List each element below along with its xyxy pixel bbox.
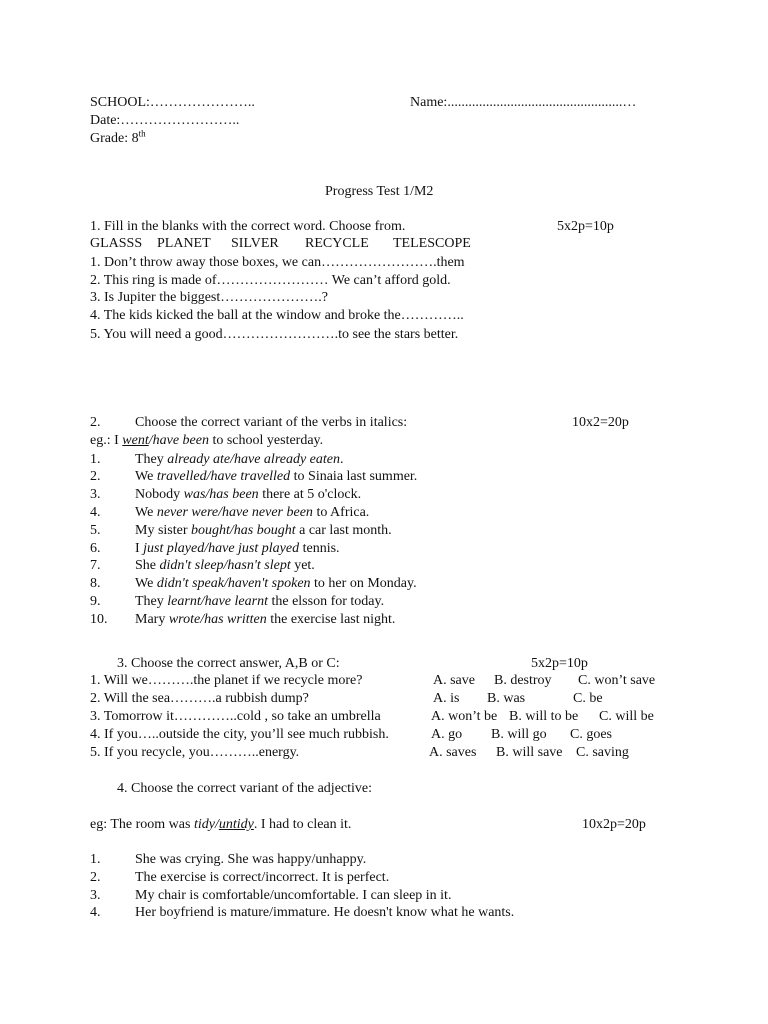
- ex2-item: [135, 505, 369, 521]
- ex3-option-c: C. saving: [576, 745, 629, 760]
- ex1-item-2: 2. This ring is made of…………………… We can’t afford gold.: [90, 273, 451, 288]
- ex4-item: Her boyfriend is mature/immature. He doesn't know what he wants.: [135, 905, 515, 920]
- ex2-item-pre: Nobody: [135, 487, 184, 502]
- ex2-item-number: 10.: [90, 612, 108, 627]
- ex4-instruction: 4. Choose the correct variant of the adjective:: [117, 781, 373, 796]
- ex3-question: 4. If you…..outside the city, you’ll see much rubbish.: [90, 727, 389, 742]
- ex4-item-number: 3.: [90, 888, 101, 903]
- ex2-item: [135, 523, 392, 539]
- ex2-item-verbs: travelled/have travelled: [156, 469, 291, 484]
- page-title: Progress Test 1/M2: [325, 184, 434, 199]
- ex2-item-post: there at 5 o'clock.: [258, 487, 362, 502]
- ex2-item: [135, 541, 340, 557]
- ex2-item-post: .: [340, 452, 344, 467]
- ex4-item: My chair is comfortable/uncomfortable. I can sleep in it.: [135, 888, 452, 903]
- ex3-option-b: B. will go: [491, 727, 547, 742]
- ex2-item-pre: My sister: [135, 523, 191, 538]
- ex1-item-3: 3. Is Jupiter the biggest………………….?: [90, 290, 328, 305]
- ex4-points: 10x2p=20p: [582, 817, 646, 832]
- ex3-option-b: B. will save: [496, 745, 563, 760]
- ex2-item-pre: They: [135, 594, 168, 609]
- ex2-item-verbs: didn't speak/haven't spoken: [156, 576, 311, 591]
- ex2-item-verbs: wrote/has written: [168, 612, 267, 627]
- ex3-option-b: B. was: [487, 691, 526, 706]
- ex4-item: The exercise is correct/incorrect. It is perfect.: [135, 870, 390, 885]
- ex2-example-post: to school yesterday.: [208, 433, 324, 448]
- ex2-item-post: yet.: [290, 558, 315, 573]
- ex2-example-alt: /have been: [148, 433, 209, 448]
- ex3-option-a: A. go: [431, 727, 463, 742]
- ex1-item-4: 4. The kids kicked the ball at the window and broke the…………..: [90, 308, 464, 323]
- ex3-option-a: A. won’t be: [431, 709, 498, 724]
- ex3-question: 1. Will we……….the planet if we recycle more?: [90, 673, 363, 688]
- ex2-item-number: 3.: [90, 487, 101, 502]
- ex4-example-pre: eg: The room was: [90, 817, 194, 832]
- ex2-item-verbs: was/has been: [183, 487, 259, 502]
- ex2-item-pre: We: [135, 469, 157, 484]
- ex2-item: [135, 594, 384, 610]
- ex2-item-pre: We: [135, 576, 157, 591]
- ex2-item-pre: They: [135, 452, 168, 467]
- ex2-item-post: to her on Monday.: [310, 576, 417, 591]
- ex3-question: 5. If you recycle, you………..energy.: [90, 745, 300, 760]
- ex2-item-number: 8.: [90, 576, 101, 591]
- ex2-item-number: 9.: [90, 594, 101, 609]
- ex2-item-verbs: bought/has bought: [191, 523, 296, 538]
- ex2-item: [135, 487, 361, 503]
- ex4-example-alt: tidy/: [193, 817, 219, 832]
- ex2-item-number: 7.: [90, 558, 101, 573]
- ex2-number: 2.: [90, 415, 101, 430]
- grade-text: Grade: 8: [90, 131, 139, 146]
- ex2-item: [135, 558, 315, 574]
- ex3-points: 5x2p=10p: [531, 656, 588, 671]
- ex1-word-bank-1: GLASSS: [90, 236, 143, 251]
- ex2-item: [135, 576, 417, 592]
- ex3-option-c: C. will be: [599, 709, 654, 724]
- ex1-points: 5x2p=10p: [557, 219, 614, 234]
- grade-superscript: th: [138, 128, 146, 139]
- ex4-item: She was crying. She was happy/unhappy.: [135, 852, 367, 867]
- ex2-item-pre: She: [135, 558, 160, 573]
- ex2-item-post: the exercise last night.: [266, 612, 396, 627]
- ex3-option-a: A. is: [433, 691, 460, 706]
- ex2-item-verbs: never were/have never been: [156, 505, 313, 520]
- ex2-example: [90, 433, 323, 449]
- ex3-question: 2. Will the sea……….a rubbish dump?: [90, 691, 309, 706]
- ex4-item-number: 2.: [90, 870, 101, 885]
- ex4-item-number: 1.: [90, 852, 101, 867]
- ex3-option-a: A. save: [433, 673, 475, 688]
- ex2-item-post: tennis.: [299, 541, 340, 556]
- ex3-option-b: B. destroy: [494, 673, 552, 688]
- ex3-option-c: C. be: [573, 691, 603, 706]
- ex2-item-post: a car last month.: [295, 523, 392, 538]
- ex2-item-post: to Africa.: [312, 505, 370, 520]
- ex2-item-verbs: already ate/have already eaten: [167, 452, 340, 467]
- ex4-item-number: 4.: [90, 905, 101, 920]
- ex2-item-pre: We: [135, 505, 157, 520]
- ex2-example-pre: eg.: I: [90, 433, 123, 448]
- ex2-item: [135, 452, 344, 468]
- ex1-word-bank-5: TELESCOPE: [393, 236, 471, 251]
- ex3-option-b: B. will to be: [509, 709, 579, 724]
- grade-field: [90, 128, 146, 147]
- ex4-example: [90, 817, 351, 833]
- ex2-item-verbs: learnt/have learnt: [167, 594, 268, 609]
- ex4-example-post: . I had to clean it.: [253, 817, 352, 832]
- ex2-item-verbs: didn't sleep/hasn't slept: [159, 558, 291, 573]
- ex3-option-c: C. won’t save: [578, 673, 656, 688]
- name-field: Name:..................................................…: [410, 95, 637, 110]
- ex2-item: [135, 612, 395, 628]
- school-field: SCHOOL:…………………..: [90, 95, 255, 110]
- ex2-item-pre: I: [135, 541, 144, 556]
- ex1-item-5: 5. You will need a good…………………….to see the stars better.: [90, 327, 459, 342]
- ex2-item-pre: Mary: [135, 612, 169, 627]
- ex3-instruction: 3. Choose the correct answer, A,B or C:: [117, 656, 340, 671]
- ex2-item-post: to Sinaia last summer.: [290, 469, 418, 484]
- ex2-points: 10x2=20p: [572, 415, 629, 430]
- ex4-example-answer: untidy: [218, 817, 254, 832]
- ex1-word-bank-4: RECYCLE: [305, 236, 369, 251]
- ex2-instruction: Choose the correct variant of the verbs in italics:: [135, 415, 408, 430]
- ex2-example-answer: went: [122, 433, 149, 448]
- ex3-question: 3. Tomorrow it…………..cold , so take an umbrella: [90, 709, 381, 724]
- ex1-word-bank-2: PLANET: [157, 236, 211, 251]
- ex1-instruction: 1. Fill in the blanks with the correct word. Choose from.: [90, 219, 406, 234]
- ex1-item-1: 1. Don’t throw away those boxes, we can…………………….them: [90, 255, 465, 270]
- date-field: Date:……………………..: [90, 113, 240, 128]
- ex1-word-bank-3: SILVER: [231, 236, 279, 251]
- ex2-item-number: 2.: [90, 469, 101, 484]
- ex2-item-verbs: just played/have just played: [143, 541, 300, 556]
- ex2-item-number: 5.: [90, 523, 101, 538]
- ex3-option-a: A. saves: [429, 745, 477, 760]
- ex2-item: [135, 469, 417, 485]
- ex2-item-number: 1.: [90, 452, 101, 467]
- ex2-item-number: 6.: [90, 541, 101, 556]
- ex2-item-post: the elsson for today.: [267, 594, 385, 609]
- ex2-item-number: 4.: [90, 505, 101, 520]
- ex3-option-c: C. goes: [570, 727, 612, 742]
